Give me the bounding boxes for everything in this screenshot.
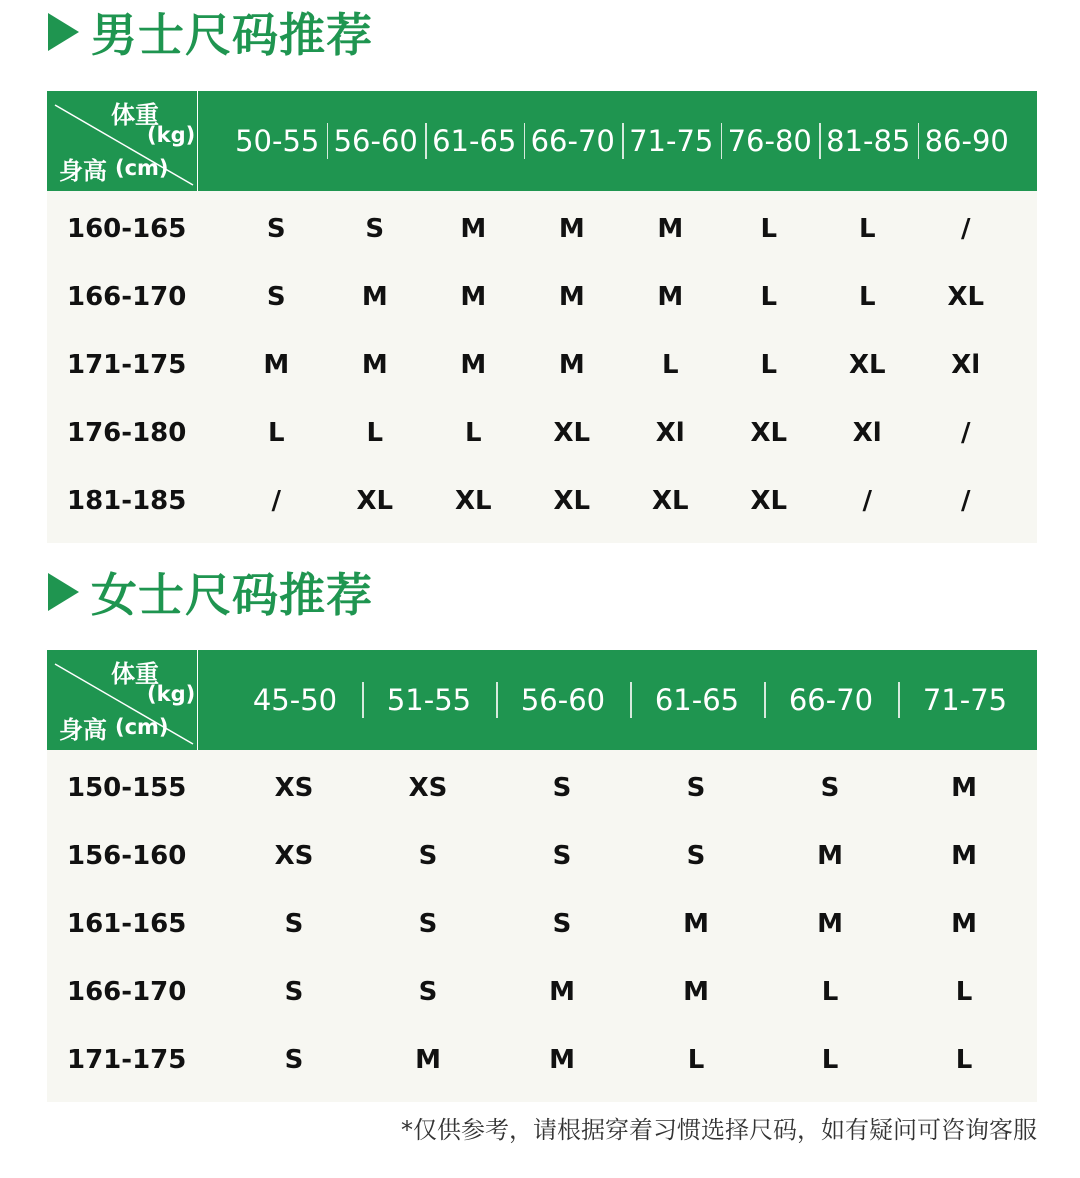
weight-header: 81-85 [819, 124, 918, 158]
size-cell: XS [274, 773, 314, 803]
size-cell: M [263, 350, 290, 380]
weight-header: 56-60 [496, 683, 630, 717]
play-triangle-icon [48, 573, 79, 611]
corner-height-label: 身高 [59, 157, 107, 185]
size-cell: XL [553, 486, 591, 516]
weight-header: 51-55 [362, 683, 496, 717]
size-cell: M [657, 282, 684, 312]
size-cell: XL [848, 350, 886, 380]
size-cell: L [267, 418, 285, 448]
size-cell: L [687, 1045, 705, 1075]
corner-cm-label: (cm) [115, 715, 169, 739]
size-cell: S [284, 977, 304, 1007]
women-size-table [47, 650, 1037, 1102]
size-cell: L [955, 1045, 973, 1075]
size-cell: M [549, 1045, 575, 1075]
height-label: 166-170 [67, 977, 187, 1007]
size-cell: S [418, 909, 438, 939]
size-cell: M [549, 977, 575, 1007]
size-cell: M [460, 282, 487, 312]
size-cell: S [418, 977, 438, 1007]
size-cell: S [820, 773, 840, 803]
size-cell: M [361, 282, 388, 312]
size-cell: S [686, 773, 706, 803]
size-cell: M [951, 841, 977, 871]
size-cell: M [951, 909, 977, 939]
size-cell: XL [750, 486, 788, 516]
size-cell: S [365, 214, 385, 244]
weight-header: 66-70 [524, 124, 623, 158]
women-table-header [47, 650, 1037, 750]
women-weight-headers [198, 650, 1037, 750]
size-cell: M [683, 909, 709, 939]
table-row [47, 331, 1037, 399]
size-cell: Xl [951, 350, 981, 380]
size-cell: M [657, 214, 684, 244]
women-section-title [48, 562, 373, 622]
size-cell: M [817, 841, 843, 871]
weight-header: 66-70 [764, 683, 898, 717]
table-row [47, 467, 1037, 535]
size-cell: L [760, 282, 778, 312]
weight-header: 71-75 [898, 683, 1032, 717]
size-cell: L [821, 977, 839, 1007]
size-cell: S [284, 1045, 304, 1075]
size-cell: L [760, 214, 778, 244]
size-cell: L [464, 418, 482, 448]
table-row [47, 754, 1037, 822]
corner-weight-label: 体重 [111, 101, 159, 129]
size-cell: S [266, 282, 286, 312]
size-cell: / [961, 418, 971, 448]
size-cell: M [558, 350, 585, 380]
height-label: 176-180 [67, 418, 187, 448]
size-cell: XL [750, 418, 788, 448]
size-cell: L [858, 214, 876, 244]
size-cell: L [821, 1045, 839, 1075]
size-cell: XL [356, 486, 394, 516]
corner-cm-label: (cm) [115, 156, 169, 180]
size-cell: XL [454, 486, 492, 516]
size-cell: XL [553, 418, 591, 448]
corner-height-label: 身高 [59, 716, 107, 744]
height-label: 171-175 [67, 1045, 187, 1075]
men-size-table [47, 91, 1037, 543]
weight-header: 76-80 [721, 124, 820, 158]
height-label: 156-160 [67, 841, 187, 871]
men-table-header [47, 91, 1037, 191]
size-cell: S [686, 841, 706, 871]
size-cell: / [271, 486, 281, 516]
size-cell: XL [651, 486, 689, 516]
table-row [47, 1026, 1037, 1094]
height-label: 181-185 [67, 486, 187, 516]
size-cell: L [760, 350, 778, 380]
size-cell: M [951, 773, 977, 803]
size-cell: Xl [852, 418, 882, 448]
height-label: 150-155 [67, 773, 187, 803]
height-label: 171-175 [67, 350, 187, 380]
corner-weight-label: 体重 [111, 660, 159, 688]
women-corner-cell [47, 650, 198, 750]
weight-header: 45-50 [252, 683, 338, 717]
size-cell: S [418, 841, 438, 871]
size-cell: S [552, 841, 572, 871]
size-cell: S [284, 909, 304, 939]
size-cell: M [460, 214, 487, 244]
women-table-body [47, 750, 1037, 1102]
men-title-text: 男士尺码推荐 [91, 8, 373, 62]
play-triangle-icon [48, 13, 79, 51]
weight-header: 86-90 [918, 124, 1017, 158]
size-cell: L [858, 282, 876, 312]
height-label: 166-170 [67, 282, 187, 312]
table-row [47, 195, 1037, 263]
weight-header: 50-55 [235, 124, 320, 158]
size-cell: / [961, 214, 971, 244]
size-cell: / [862, 486, 872, 516]
corner-kg-label: (kg) [147, 123, 196, 147]
table-row [47, 399, 1037, 467]
men-section-title [48, 2, 373, 62]
size-cell: M [558, 214, 585, 244]
footnote: *仅供参考，请根据穿着习惯选择尺码，如有疑问可咨询客服 [401, 1116, 1037, 1144]
corner-kg-label: (kg) [147, 682, 196, 706]
men-corner-cell [47, 91, 198, 191]
size-cell: M [683, 977, 709, 1007]
weight-header: 61-65 [630, 683, 764, 717]
size-cell: XL [947, 282, 985, 312]
table-row [47, 890, 1037, 958]
size-cell: S [266, 214, 286, 244]
size-cell: M [460, 350, 487, 380]
size-cell: / [961, 486, 971, 516]
women-title-text: 女士尺码推荐 [91, 568, 373, 622]
weight-header: 56-60 [327, 124, 426, 158]
size-cell: L [955, 977, 973, 1007]
height-label: 160-165 [67, 214, 187, 244]
size-cell: XS [274, 841, 314, 871]
size-cell: Xl [655, 418, 685, 448]
size-cell: M [817, 909, 843, 939]
table-row [47, 822, 1037, 890]
size-cell: M [415, 1045, 441, 1075]
height-label: 161-165 [67, 909, 187, 939]
men-table-body [47, 191, 1037, 543]
men-weight-headers [198, 91, 1037, 191]
size-cell: L [366, 418, 384, 448]
table-row [47, 263, 1037, 331]
size-cell: XS [408, 773, 448, 803]
size-cell: S [552, 909, 572, 939]
size-cell: M [361, 350, 388, 380]
weight-header: 71-75 [622, 124, 721, 158]
weight-header: 61-65 [425, 124, 524, 158]
size-cell: S [552, 773, 572, 803]
size-cell: L [661, 350, 679, 380]
size-cell: M [558, 282, 585, 312]
table-row [47, 958, 1037, 1026]
